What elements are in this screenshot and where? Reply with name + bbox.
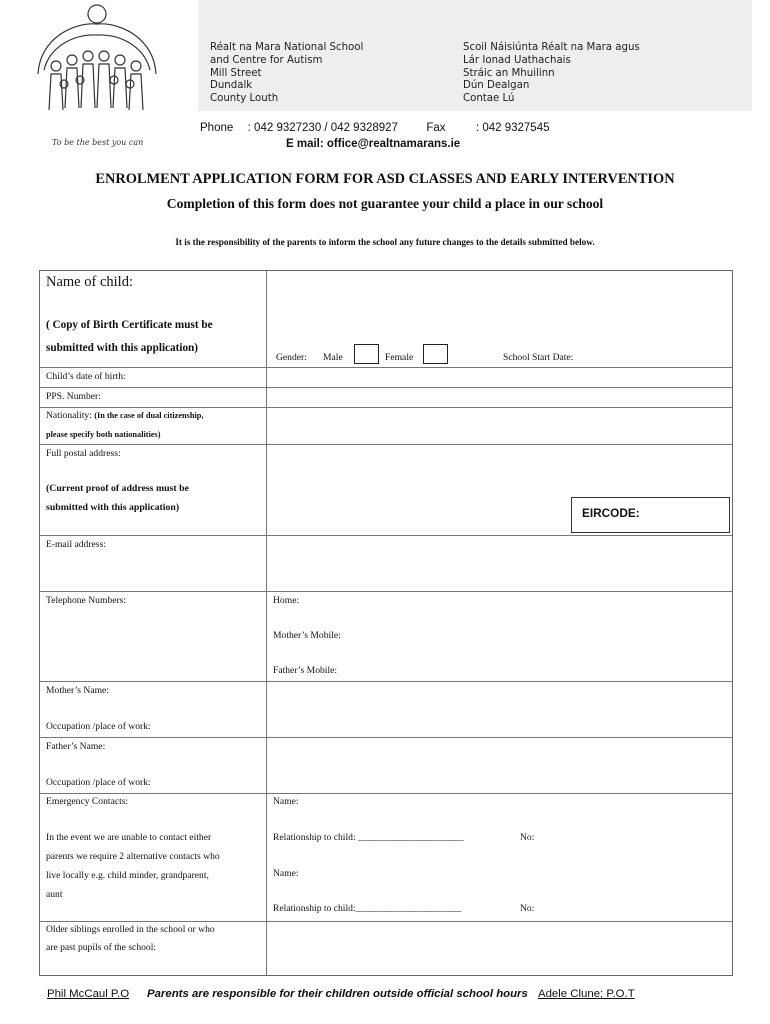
address-line: Stráic an Mhuilinn: [463, 67, 555, 79]
school-start-date-label: School Start Date:: [503, 352, 574, 363]
address-proof-note: (Current proof of address must be: [46, 483, 189, 494]
emergency-contacts-label: Emergency Contacts:: [46, 796, 129, 807]
name-of-child-label: Name of child:: [46, 274, 133, 290]
fax-label: Fax: [426, 122, 446, 134]
row-divider: [40, 591, 732, 592]
address-line: Scoil Náisiúnta Réalt na Mara agus: [463, 42, 640, 53]
nationality-note: please specify both nationalities): [46, 430, 161, 439]
contact1-name-label: Name:: [273, 796, 299, 807]
female-label: Female: [385, 352, 414, 363]
mothers-name-label: Mother’s Name:: [46, 685, 109, 696]
siblings-label: are past pupils of the school:: [46, 942, 157, 953]
contact2-name-label: Name:: [273, 868, 299, 879]
female-checkbox[interactable]: [423, 344, 448, 364]
fathers-name-label: Father’s Name:: [46, 741, 106, 752]
dob-label: Child’s date of birth:: [46, 371, 126, 382]
mothers-mobile-label: Mother’s Mobile:: [273, 630, 341, 641]
email-address-label: E-mail address:: [46, 539, 106, 550]
birth-cert-note: submitted with this application): [46, 342, 198, 354]
father-occupation-label: Occupation /place of work:: [46, 777, 151, 788]
home-phone-label: Home:: [273, 595, 300, 606]
emergency-note: live locally e.g. child minder, grandparent,: [46, 870, 209, 881]
row-divider: [40, 681, 732, 682]
address-line: Réalt na Mara National School: [210, 42, 364, 53]
address-line: Dundalk: [210, 80, 253, 92]
male-label: Male: [323, 352, 343, 363]
row-divider: [40, 367, 732, 368]
nationality-label: [46, 410, 203, 421]
form-notice: It is the responsibility of the parents to inform the school any future changes to the details submitted below.: [175, 237, 595, 247]
birth-cert-note: ( Copy of Birth Certificate must be: [46, 319, 213, 331]
fax-value: : 042 9327545: [475, 122, 550, 134]
emergency-note: parents we require 2 alternative contacts who: [46, 851, 220, 862]
siblings-label: Older siblings enrolled in the school or who: [46, 924, 215, 935]
form-title: ENROLMENT APPLICATION FORM FOR ASD CLASSES AND EARLY INTERVENTION: [95, 171, 675, 187]
contact2-number-label: No:: [520, 903, 535, 914]
school-email: E mail: office@realtnamarans.ie: [286, 138, 461, 150]
school-motto: To be the best you can: [52, 138, 144, 147]
pps-label: PPS. Number:: [46, 391, 101, 402]
form-subtitle: Completion of this form does not guarantee your child a place in our school: [166, 196, 604, 211]
address-line: Mill Street: [210, 67, 262, 79]
row-divider: [40, 921, 732, 922]
footer-principal: Phil McCaul P.O: [47, 988, 130, 1000]
address-irish: [463, 42, 640, 106]
postal-address-label: Full postal address:: [46, 448, 121, 459]
male-checkbox[interactable]: [354, 344, 379, 364]
row-divider: [40, 535, 732, 536]
mother-occupation-label: Occupation /place of work:: [46, 721, 151, 732]
gender-label: Gender:: [276, 352, 307, 363]
address-line: Lár Ionad Uathachais: [463, 54, 571, 66]
phone-value: : 042 9327230 / 042 9328927: [247, 122, 398, 134]
row-divider: [40, 444, 732, 445]
address-line: and Centre for Autism: [210, 54, 323, 66]
enrolment-form-table: [39, 270, 733, 976]
contact1-relationship-label: Relationship to child: ______________________: [273, 832, 464, 843]
footer-deputy: Adele Clune; P.O.T: [538, 988, 635, 1000]
eircode-field[interactable]: EIRCODE:: [571, 497, 730, 533]
address-line: County Louth: [210, 93, 279, 105]
contact2-relationship-label: Relationship to child:______________________: [273, 903, 462, 914]
fathers-mobile-label: Father’s Mobile:: [273, 665, 338, 676]
telephone-label: Telephone Numbers:: [46, 595, 127, 606]
column-divider: [266, 271, 267, 975]
row-divider: [40, 793, 732, 794]
phone-label: Phone: [200, 122, 234, 134]
address-english: [210, 42, 363, 106]
address-line: Dún Dealgan: [463, 80, 530, 92]
contact-line: [200, 122, 549, 134]
nationality-text: Nationality:: [46, 410, 92, 421]
row-divider: [40, 737, 732, 738]
row-divider: [40, 407, 732, 408]
footer-notice: Parents are responsible for their children outside official school hours: [147, 988, 528, 1000]
emergency-note: aunt: [46, 889, 63, 900]
row-divider: [40, 387, 732, 388]
emergency-note: In the event we are unable to contact either: [46, 832, 212, 843]
school-logo: [34, 0, 160, 122]
contact1-number-label: No:: [520, 832, 535, 843]
nationality-note: (In the case of dual citizenship,: [94, 411, 204, 420]
address-line: Contae Lú: [463, 93, 515, 105]
address-proof-note: submitted with this application): [46, 502, 180, 513]
